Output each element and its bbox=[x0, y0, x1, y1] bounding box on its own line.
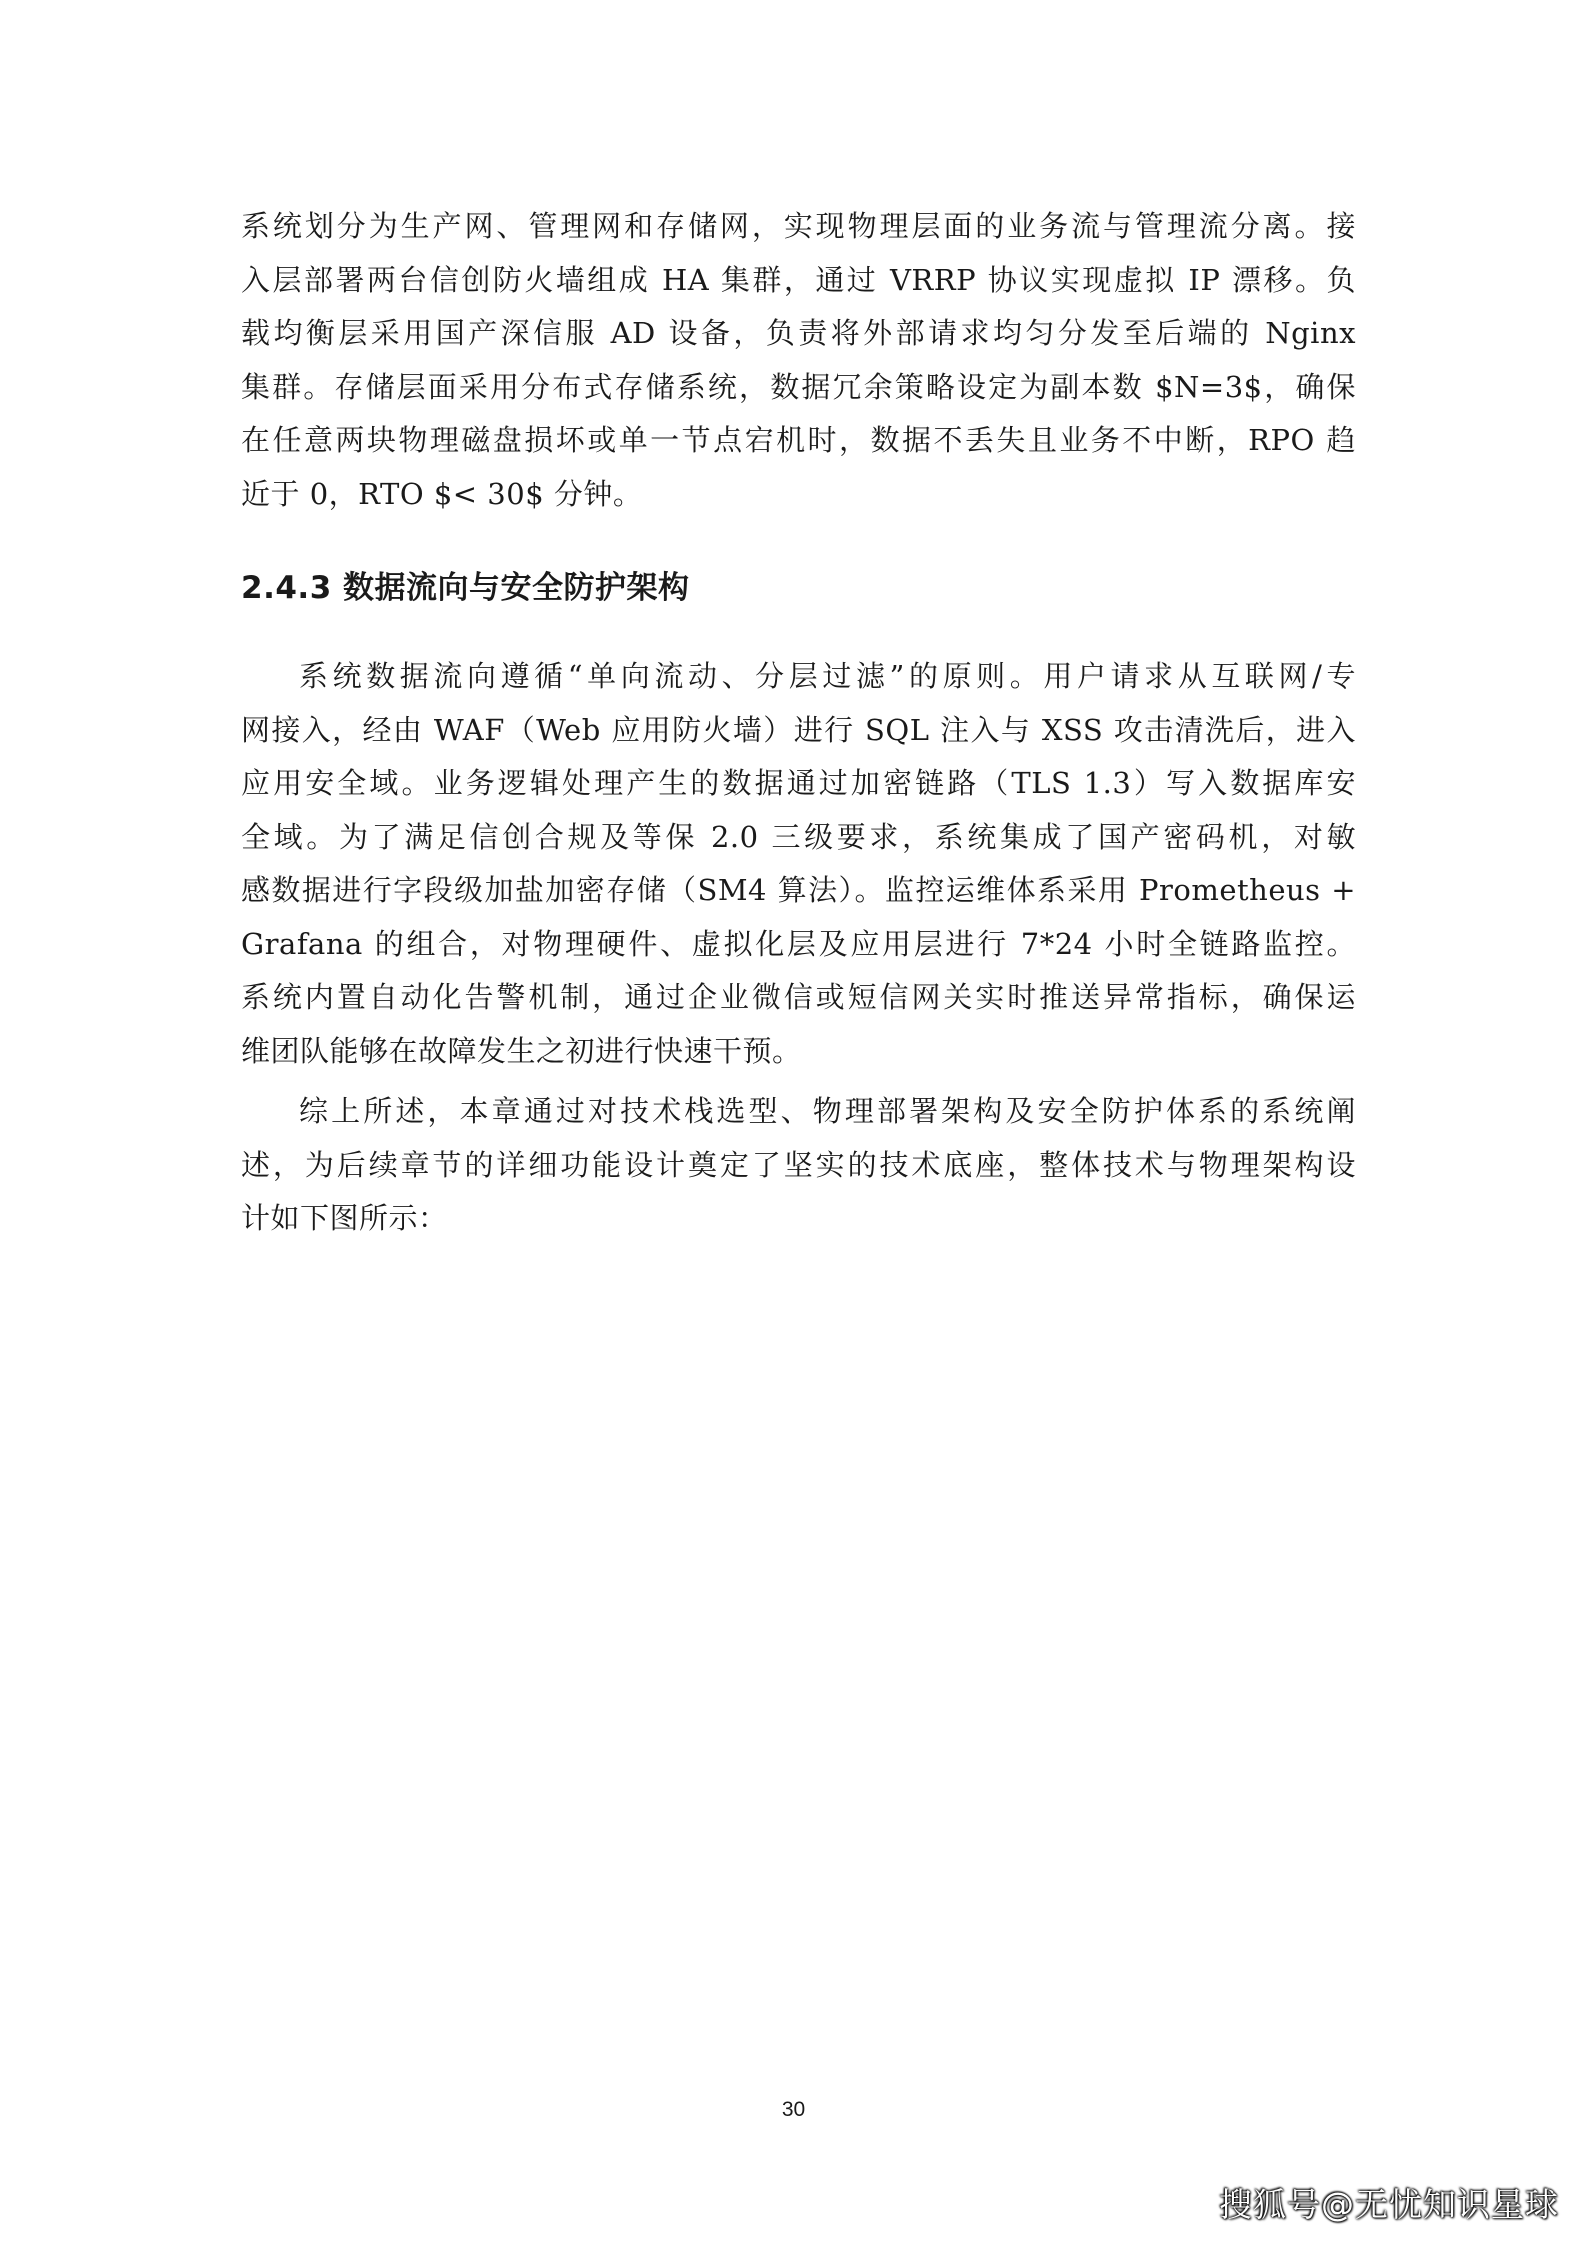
paragraph-line: 应用安全域。业务逻辑处理产生的数据通过加密链路（TLS 1.3）写入数据库安 bbox=[241, 766, 1356, 800]
paragraph-line: Grafana 的组合，对物理硬件、虚拟化层及应用层进行 7*24 小时全链路监控。 bbox=[241, 926, 1356, 961]
paragraph-line: 述，为后续章节的详细功能设计奠定了坚实的技术底座，整体技术与物理架构设 bbox=[241, 1147, 1356, 1182]
paragraph-line: 在任意两块物理磁盘损坏或单一节点宕机时，数据不丢失且业务不中断，RPO 趋 bbox=[241, 423, 1356, 457]
watermark: 搜狐号@无忧知识星球 bbox=[1219, 2185, 1559, 2224]
paragraph-line: 计如下图所示： bbox=[241, 1201, 448, 1235]
paragraph-data-flow bbox=[241, 650, 1356, 1078]
paragraph-summary bbox=[241, 1085, 1356, 1246]
paragraph-line: 系统划分为生产网、管理网和存储网，实现物理层面的业务流与管理流分离。接 bbox=[241, 209, 1356, 243]
paragraph-line: 网接入，经由 WAF（Web 应用防火墙）进行 SQL 注入与 XSS 攻击清洗后，进入 bbox=[241, 712, 1356, 747]
paragraph-line: 全域。为了满足信创合规及等保 2.0 三级要求，系统集成了国产密码机，对敏 bbox=[241, 819, 1356, 854]
paragraph-line: 感数据进行字段级加盐加密存储（SM4 算法）。监控运维体系采用 Prometheus + bbox=[241, 873, 1356, 907]
paragraph-line: 近于 0，RTO $< 30$ 分钟。 bbox=[241, 476, 643, 511]
paragraph-line: 系统数据流向遵循“单向流动、分层过滤”的原则。用户请求从互联网/专 bbox=[299, 659, 1356, 693]
paragraph-line: 系统内置自动化告警机制，通过企业微信或短信网关实时推送异常指标，确保运 bbox=[241, 980, 1356, 1014]
paragraph-line: 入层部署两台信创防火墙组成 HA 集群，通过 VRRP 协议实现虚拟 IP 漂移。负 bbox=[241, 262, 1356, 297]
paragraph-line: 集群。存储层面采用分布式存储系统，数据冗余策略设定为副本数 $N=3$，确保 bbox=[241, 369, 1356, 404]
paragraph-network-architecture bbox=[241, 200, 1356, 521]
page-number: 30 bbox=[781, 2098, 806, 2121]
paragraph-line: 维团队能够在故障发生之初进行快速干预。 bbox=[241, 1033, 802, 1068]
section-heading: 2.4.3 数据流向与安全防护架构 bbox=[241, 570, 690, 606]
paragraph-line: 综上所述，本章通过对技术栈选型、物理部署架构及安全防护体系的系统阐 bbox=[299, 1094, 1356, 1128]
paragraph-line: 载均衡层采用国产深信服 AD 设备，负责将外部请求均匀分发至后端的 Nginx bbox=[241, 316, 1356, 350]
